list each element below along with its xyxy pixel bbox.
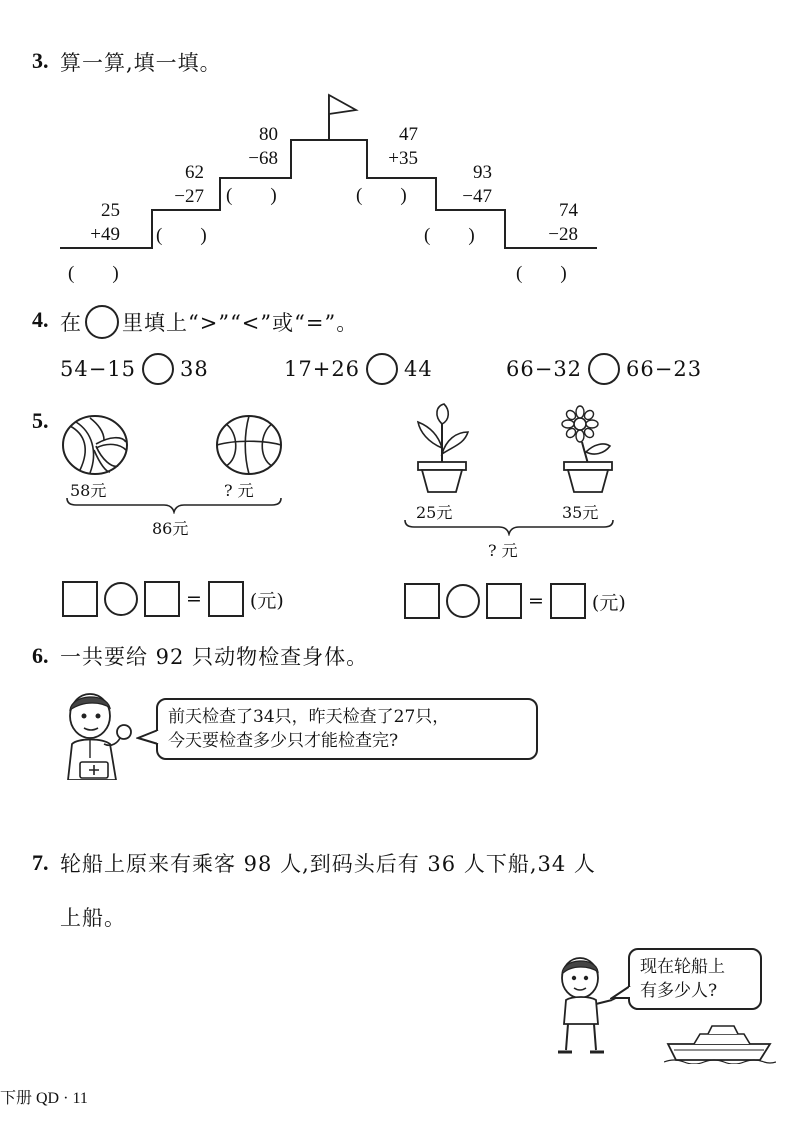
step2-a: 62 — [185, 162, 204, 183]
potted-lily-icon — [410, 402, 474, 494]
compare-item-2 — [284, 353, 433, 385]
step5-a: 93 — [473, 162, 492, 183]
step2-answer[interactable]: ( ) — [156, 225, 207, 246]
potted-flower-icon — [556, 402, 620, 494]
compare-right: 44 — [404, 357, 433, 381]
step6-b: −28 — [548, 224, 578, 245]
operator-circle[interactable] — [104, 582, 138, 616]
bubble-tail — [136, 728, 160, 748]
ship-icon — [664, 1020, 776, 1064]
q6-title: 一共要给 92 只动物检查身体。 — [60, 645, 369, 669]
right-equation — [404, 583, 626, 619]
step5-answer[interactable]: ( ) — [424, 225, 475, 246]
step3-answer[interactable]: ( ) — [226, 185, 277, 206]
result-box[interactable] — [208, 581, 244, 617]
step1-b: +49 — [90, 224, 120, 245]
step1-a: 25 — [101, 200, 120, 221]
q4-title — [60, 305, 358, 339]
compare-circle-1[interactable] — [142, 353, 174, 385]
q7-title-line2: 上船。 — [60, 906, 126, 930]
boy-illustration-icon — [550, 954, 626, 1058]
boy-speech-bubble — [628, 948, 762, 1010]
q7-title-line1: 轮船上原来有乘客 98 人,到码头后有 36 人下船,34 人 — [60, 852, 596, 876]
operator-circle[interactable] — [446, 584, 480, 618]
left-equation — [62, 581, 284, 617]
unit-label: (元) — [591, 591, 626, 614]
bubble-tail — [610, 984, 632, 1004]
step1-answer[interactable]: ( ) — [68, 263, 119, 284]
basketball-price: ? 元 — [224, 481, 254, 500]
right-total: ? 元 — [488, 541, 518, 560]
left-brace — [64, 496, 284, 514]
compare-right: 66−23 — [626, 357, 703, 381]
bubble-line: 今天要检查多少只才能检查完? — [168, 731, 399, 751]
compare-item-3 — [506, 353, 702, 385]
step5-b: −47 — [462, 186, 492, 207]
compare-right: 38 — [180, 357, 209, 381]
q3-number: 3. — [32, 48, 49, 73]
volleyball-price: 58元 — [70, 481, 107, 500]
basketball-icon — [214, 414, 284, 476]
circle-symbol-icon — [85, 305, 119, 339]
bubble-line: 前天检查了34只，昨天检查了27只， — [168, 707, 450, 727]
compare-item-1 — [60, 353, 209, 385]
q4-title-pre: 在 — [60, 311, 82, 335]
doctor-speech-bubble — [156, 698, 538, 760]
step6-answer[interactable]: ( ) — [516, 263, 567, 284]
step2-b: −27 — [174, 186, 204, 207]
unit-label: (元) — [249, 589, 284, 612]
flower-price: 35元 — [562, 503, 599, 522]
q5-number: 5. — [32, 408, 49, 433]
q3-title: 算一算,填一填。 — [60, 51, 222, 75]
compare-left: 17+26 — [284, 357, 361, 381]
answer-box[interactable] — [62, 581, 98, 617]
q7-number: 7. — [32, 850, 49, 875]
answer-box[interactable] — [486, 583, 522, 619]
equals-sign: = — [186, 588, 202, 610]
step3-a: 80 — [259, 124, 278, 145]
bubble-line: 现在轮船上 — [640, 957, 725, 977]
step3-b: −68 — [248, 148, 278, 169]
step4-b: +35 — [388, 148, 418, 169]
compare-left: 66−32 — [506, 357, 583, 381]
compare-left: 54−15 — [60, 357, 137, 381]
compare-circle-3[interactable] — [588, 353, 620, 385]
bubble-line: 有多少人? — [640, 981, 718, 1001]
left-total: 86元 — [152, 519, 189, 538]
page-footer: 下册 QD · 11 — [0, 1090, 88, 1107]
q4-title-post: 里填上“>”“<”或“=”。 — [122, 311, 359, 335]
result-box[interactable] — [550, 583, 586, 619]
step4-a: 47 — [399, 124, 418, 145]
answer-box[interactable] — [144, 581, 180, 617]
equals-sign: = — [528, 590, 544, 612]
volleyball-icon — [60, 414, 130, 476]
step4-answer[interactable]: ( ) — [356, 185, 407, 206]
right-brace — [402, 518, 616, 536]
answer-box[interactable] — [404, 583, 440, 619]
lily-price: 25元 — [416, 503, 453, 522]
step6-a: 74 — [559, 200, 578, 221]
compare-circle-2[interactable] — [366, 353, 398, 385]
q4-number: 4. — [32, 307, 49, 332]
q6-number: 6. — [32, 643, 49, 668]
